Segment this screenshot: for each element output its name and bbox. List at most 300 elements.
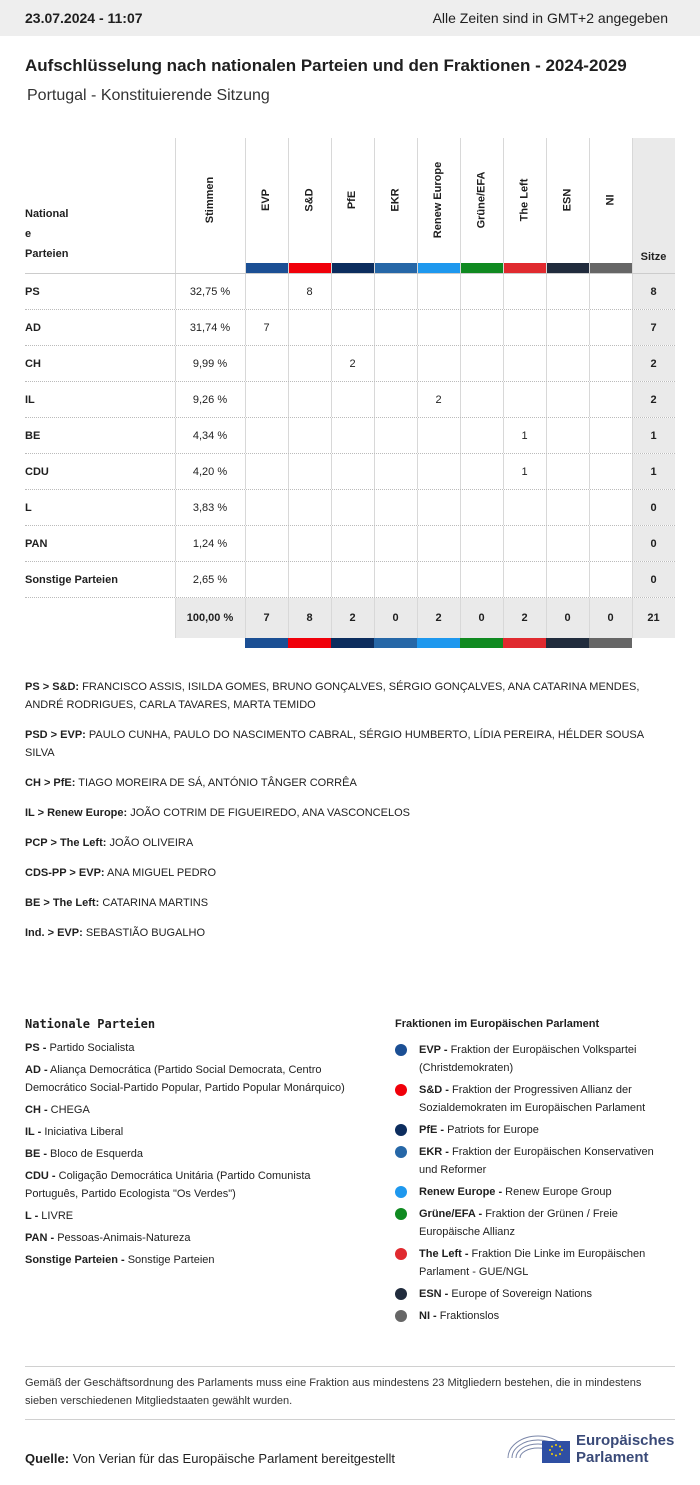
group-color-dot-icon	[395, 1044, 407, 1056]
column-divider	[589, 138, 590, 273]
group-color-bar	[460, 638, 503, 648]
column-divider	[503, 526, 504, 561]
logo-line: Europäisches	[576, 1432, 675, 1449]
member-names: ANA MIGUEL PEDRO	[104, 867, 217, 879]
column-divider	[417, 418, 418, 453]
member-entry	[25, 924, 675, 942]
column-divider	[460, 138, 461, 273]
group-seat-cell	[417, 274, 460, 309]
group-seat-cell	[374, 382, 417, 417]
group-seat-cell	[503, 274, 546, 309]
group-seat-cell	[288, 310, 331, 345]
group-seat-cell	[417, 490, 460, 525]
group-seat-cell	[503, 310, 546, 345]
legend-abbr: The Left -	[419, 1248, 469, 1260]
national-parties-legend	[25, 1015, 365, 1273]
column-divider	[245, 454, 246, 489]
column-divider	[546, 310, 547, 345]
column-divider	[460, 454, 461, 489]
legend-abbr: IL -	[25, 1126, 42, 1138]
group-seat-cell	[245, 490, 288, 525]
group-seat-cell	[245, 382, 288, 417]
group-seat-cell	[589, 490, 632, 525]
header-line: e	[25, 228, 32, 240]
party-name: PS	[25, 285, 40, 298]
legend-item	[395, 1307, 675, 1325]
legend-title: Nationale Parteien	[25, 1017, 156, 1031]
group-seat-cell	[460, 418, 503, 453]
legend-name: Patriots for Europe	[444, 1124, 539, 1136]
group-header-2	[331, 138, 374, 273]
group-seat-cell	[589, 418, 632, 453]
legend-abbr: L -	[25, 1210, 39, 1222]
legend-abbr: Sonstige Parteien -	[25, 1254, 125, 1266]
member-entry	[25, 834, 675, 852]
group-seat-cell	[331, 490, 374, 525]
table-row	[25, 418, 675, 454]
group-header-6	[503, 138, 546, 273]
legend-abbr: CDU -	[25, 1170, 56, 1182]
political-groups-legend	[395, 1015, 675, 1329]
legend-name: Pessoas-Animais-Natureza	[54, 1232, 191, 1244]
column-divider	[175, 562, 176, 597]
group-seat-cell	[546, 562, 589, 597]
member-entry	[25, 804, 675, 822]
group-seat-cell	[546, 526, 589, 561]
group-seat-cell	[503, 346, 546, 381]
group-seat-cell	[288, 490, 331, 525]
column-divider	[374, 418, 375, 453]
column-divider	[460, 274, 461, 309]
group-seat-cell: 1	[521, 465, 528, 478]
votes-label: Stimmen	[204, 176, 216, 224]
column-divider	[288, 526, 289, 561]
group-seat-cell	[417, 346, 460, 381]
member-names: PAULO CUNHA, PAULO DO NASCIMENTO CABRAL, SÉRGIO HUMBERTO, LÍDIA PEREIRA, HÉLDER SOUSA SILVA	[25, 729, 644, 759]
party-group-key: CH > PfE:	[25, 777, 76, 789]
party-name: CDU	[25, 465, 49, 478]
column-divider	[503, 418, 504, 453]
group-seat-cell	[374, 454, 417, 489]
column-divider	[175, 418, 176, 453]
vote-share: 4,34 %	[192, 429, 228, 442]
legend-abbr: Renew Europe -	[419, 1186, 503, 1198]
party-name: IL	[25, 393, 35, 406]
group-color-bar	[546, 263, 589, 273]
legend-abbr: BE -	[25, 1148, 47, 1160]
column-divider	[503, 346, 504, 381]
column-divider	[245, 490, 246, 525]
legend-item	[25, 1061, 365, 1097]
group-color-bar	[589, 263, 632, 273]
column-divider	[546, 418, 547, 453]
party-name: BE	[25, 429, 41, 442]
group-seat-cell	[589, 526, 632, 561]
column-divider	[374, 346, 375, 381]
column-divider	[288, 274, 289, 309]
group-seat-cell	[460, 526, 503, 561]
group-name: PfE	[346, 190, 359, 210]
seats-label: Sitze	[640, 251, 667, 263]
group-name: EVP	[260, 188, 273, 212]
column-divider	[175, 526, 176, 561]
member-names: JOÃO OLIVEIRA	[106, 837, 194, 849]
column-divider	[374, 490, 375, 525]
column-divider	[417, 490, 418, 525]
group-seat-cell	[374, 562, 417, 597]
party-group-key: BE > The Left:	[25, 897, 100, 909]
group-color-dot-icon	[395, 1146, 407, 1158]
column-divider	[288, 454, 289, 489]
group-seat-cell	[245, 526, 288, 561]
group-name: EKR	[389, 188, 402, 212]
legend-item	[395, 1081, 675, 1117]
table-row	[25, 346, 675, 382]
group-seat-cell	[503, 526, 546, 561]
group-seat-cell	[546, 274, 589, 309]
legend-name: Partido Socialista	[46, 1042, 135, 1054]
group-seat-cell: 8	[306, 285, 313, 298]
legend-abbr: Grüne/EFA -	[419, 1208, 483, 1220]
total-group-seats: 0	[546, 598, 589, 638]
group-seat-cell	[589, 274, 632, 309]
group-header-3	[374, 138, 417, 273]
column-divider	[503, 490, 504, 525]
table-row	[25, 382, 675, 418]
group-name: ESN	[561, 188, 574, 212]
rules-note: Gemäß der Geschäftsordnung des Parlaments muss eine Fraktion aus mindestens 23 Mitgliedern bestehen, die in mindestens sieben verschiedenen Mitgliedstaaten gewählt wurden.	[25, 1377, 642, 1407]
member-names: JOÃO COTRIM DE FIGUEIREDO, ANA VASCONCELOS	[127, 807, 410, 819]
column-divider	[175, 138, 176, 273]
column-divider	[288, 490, 289, 525]
seat-count: 7	[632, 310, 675, 345]
party-group-key: PSD > EVP:	[25, 729, 86, 741]
column-divider	[331, 526, 332, 561]
member-entry	[25, 894, 675, 912]
group-header-0	[245, 138, 288, 273]
legend-name: CHEGA	[47, 1104, 90, 1116]
party-group-key: PS > S&D:	[25, 681, 80, 693]
total-group-seats: 2	[331, 598, 374, 638]
group-seat-cell	[331, 562, 374, 597]
group-color-bar	[546, 638, 589, 648]
total-row	[25, 598, 675, 648]
legend-title: Fraktionen im Europäischen Parlament	[395, 1018, 600, 1030]
legend-abbr: NI -	[419, 1310, 437, 1322]
column-divider	[374, 382, 375, 417]
group-seat-cell	[589, 454, 632, 489]
logo-text	[576, 1432, 674, 1466]
group-seat-cell	[503, 490, 546, 525]
column-divider	[632, 382, 633, 417]
column-divider	[589, 562, 590, 597]
column-divider	[374, 274, 375, 309]
column-divider	[503, 310, 504, 345]
group-color-bar	[245, 638, 288, 648]
group-seat-cell	[460, 490, 503, 525]
column-divider	[546, 490, 547, 525]
legend-name: Iniciativa Liberal	[41, 1126, 124, 1138]
group-seat-cell	[417, 562, 460, 597]
legend-abbr: S&D -	[419, 1084, 449, 1096]
group-seat-cell	[460, 274, 503, 309]
table-row	[25, 562, 675, 598]
column-divider	[245, 310, 246, 345]
legend-item	[25, 1145, 365, 1163]
group-seat-cell	[374, 526, 417, 561]
vote-share: 9,99 %	[192, 357, 228, 370]
column-divider	[331, 138, 332, 273]
vote-share: 32,75 %	[189, 285, 231, 298]
group-seat-cell	[417, 310, 460, 345]
party-group-key: IL > Renew Europe:	[25, 807, 128, 819]
seat-count: 0	[632, 526, 675, 561]
legend-name: Fraktion der Progressiven Allianz der Sozialdemokraten im Europäischen Parlament	[419, 1084, 646, 1114]
party-name: AD	[25, 321, 41, 334]
group-seat-cell	[288, 346, 331, 381]
group-seat-cell	[460, 562, 503, 597]
group-seat-cell	[589, 310, 632, 345]
group-seat-cell	[460, 346, 503, 381]
divider	[25, 1366, 675, 1367]
group-color-bar	[503, 263, 546, 273]
vote-share: 9,26 %	[192, 393, 228, 406]
column-divider	[245, 526, 246, 561]
column-divider	[460, 526, 461, 561]
source-label: Quelle:	[25, 1451, 70, 1466]
column-divider	[288, 138, 289, 273]
group-seat-cell	[589, 562, 632, 597]
legend-item	[395, 1143, 675, 1179]
legend-name: Sonstige Parteien	[124, 1254, 215, 1266]
legend-abbr: EVP -	[419, 1044, 448, 1056]
column-divider	[417, 598, 418, 638]
seat-count: 0	[632, 490, 675, 525]
column-divider	[288, 382, 289, 417]
group-seat-cell	[245, 562, 288, 597]
vote-share: 1,24 %	[192, 537, 228, 550]
table-body	[25, 274, 675, 598]
column-divider	[331, 310, 332, 345]
legend-name: Renew Europe Group	[502, 1186, 612, 1198]
legend-abbr: PAN -	[25, 1232, 55, 1244]
group-color-bar	[245, 263, 288, 273]
party-name: L	[25, 501, 32, 514]
column-divider	[417, 310, 418, 345]
column-divider	[374, 454, 375, 489]
seat-count: 2	[632, 346, 675, 381]
column-divider	[175, 274, 176, 309]
party-group-key: Ind. > EVP:	[25, 927, 83, 939]
column-divider	[417, 526, 418, 561]
column-divider	[632, 310, 633, 345]
column-divider	[245, 418, 246, 453]
column-divider	[417, 138, 418, 273]
seat-count: 2	[632, 382, 675, 417]
member-entry	[25, 774, 675, 792]
column-divider	[546, 382, 547, 417]
table-row	[25, 310, 675, 346]
results-table	[25, 138, 675, 648]
group-color-dot-icon	[395, 1208, 407, 1220]
column-divider	[460, 490, 461, 525]
legend-abbr: AD -	[25, 1064, 48, 1076]
group-color-bar	[417, 263, 460, 273]
column-divider	[546, 454, 547, 489]
vote-share: 2,65 %	[192, 573, 228, 586]
column-divider	[460, 598, 461, 638]
member-entry	[25, 726, 675, 762]
column-divider	[331, 382, 332, 417]
column-divider	[503, 138, 504, 273]
column-divider	[175, 598, 176, 638]
column-divider	[503, 274, 504, 309]
group-seat-cell	[288, 562, 331, 597]
column-divider	[632, 346, 633, 381]
ep-logo[interactable]	[506, 1428, 676, 1468]
column-divider	[245, 598, 246, 638]
column-divider	[331, 454, 332, 489]
column-divider	[589, 274, 590, 309]
column-divider	[417, 346, 418, 381]
party-group-key: CDS-PP > EVP:	[25, 867, 105, 879]
group-seat-cell	[331, 418, 374, 453]
column-divider	[503, 562, 504, 597]
group-seat-cell: 2	[435, 393, 442, 406]
column-divider	[417, 382, 418, 417]
total-group-seats: 0	[589, 598, 632, 638]
column-divider	[460, 562, 461, 597]
legend-name: Fraktion Die Linke im Europäischen Parlament - GUE/NGL	[419, 1248, 646, 1278]
group-name: The Left	[518, 178, 531, 222]
column-divider	[331, 490, 332, 525]
page-title: Aufschlüsselung nach nationalen Parteien und den Fraktionen - 2024-2029	[25, 56, 627, 75]
total-seats: 21	[632, 598, 675, 638]
group-header-1	[288, 138, 331, 273]
legend-abbr: CH -	[25, 1104, 48, 1116]
column-divider	[331, 346, 332, 381]
group-seat-cell	[546, 382, 589, 417]
column-divider	[589, 310, 590, 345]
group-color-bar	[417, 638, 460, 648]
group-seat-cell: 1	[521, 429, 528, 442]
column-divider	[374, 138, 375, 273]
header-line: Parteien	[25, 248, 69, 260]
group-color-bar	[589, 638, 632, 648]
group-color-bar	[331, 638, 374, 648]
column-divider	[589, 382, 590, 417]
group-seat-cell	[288, 382, 331, 417]
column-divider	[288, 418, 289, 453]
group-seat-cell	[245, 418, 288, 453]
legend-item	[25, 1101, 365, 1119]
parliament-hemicycle-icon	[506, 1428, 572, 1468]
party-name: CH	[25, 357, 41, 370]
column-divider	[175, 346, 176, 381]
column-divider	[632, 274, 633, 309]
column-divider	[175, 454, 176, 489]
legend-name: Aliança Democrática (Partido Social Democrata, Centro Democrático Social-Partido Popular, Partido Popular Monárquico)	[25, 1064, 345, 1094]
column-divider	[245, 274, 246, 309]
group-header-8	[589, 138, 632, 273]
group-seat-cell	[546, 310, 589, 345]
group-seat-cell	[589, 346, 632, 381]
timezone-note: Alle Zeiten sind in GMT+2 angegeben	[432, 10, 668, 26]
column-divider	[632, 418, 633, 453]
group-seat-cell	[374, 274, 417, 309]
total-group-seats: 2	[503, 598, 546, 638]
group-seat-cell	[288, 418, 331, 453]
total-group-seats: 0	[460, 598, 503, 638]
group-seat-cell	[546, 418, 589, 453]
column-divider	[331, 274, 332, 309]
member-names: FRANCISCO ASSIS, ISILDA GOMES, BRUNO GONÇALVES, SÉRGIO GONÇALVES, ANA CATARINA MENDES, ANDRÉ RODRIGUES, CARLA TAVARES, MARTA TEMIDO	[25, 681, 640, 711]
seats-header	[632, 138, 675, 273]
group-seat-cell	[245, 346, 288, 381]
column-divider	[546, 346, 547, 381]
group-color-bar	[331, 263, 374, 273]
group-color-bar	[460, 263, 503, 273]
column-divider	[417, 454, 418, 489]
group-color-dot-icon	[395, 1124, 407, 1136]
column-divider	[546, 138, 547, 273]
column-divider	[589, 598, 590, 638]
group-color-dot-icon	[395, 1248, 407, 1260]
group-seat-cell	[288, 526, 331, 561]
vote-share: 31,74 %	[189, 321, 231, 334]
seat-count: 0	[632, 562, 675, 597]
legend-item	[25, 1167, 365, 1203]
column-divider	[589, 526, 590, 561]
vote-share: 4,20 %	[192, 465, 228, 478]
group-seat-cell	[546, 346, 589, 381]
group-color-bar	[503, 638, 546, 648]
column-divider	[417, 274, 418, 309]
member-names: CATARINA MARTINS	[99, 897, 209, 909]
party-name: PAN	[25, 537, 48, 550]
column-divider	[632, 490, 633, 525]
page-subtitle: Portugal - Konstituierende Sitzung	[27, 87, 270, 104]
legend-item	[25, 1251, 365, 1269]
group-color-bar	[374, 638, 417, 648]
column-divider	[589, 490, 590, 525]
column-divider	[460, 310, 461, 345]
group-color-dot-icon	[395, 1084, 407, 1096]
legend-name: Fraktion der Grünen / Freie Europäische Allianz	[419, 1208, 618, 1238]
total-group-seats: 7	[245, 598, 288, 638]
member-entry	[25, 864, 675, 882]
group-name: S&D	[303, 188, 316, 212]
legend-item	[395, 1205, 675, 1241]
seat-count: 1	[632, 454, 675, 489]
legend-item	[395, 1285, 675, 1303]
group-seat-cell	[417, 418, 460, 453]
party-name: Sonstige Parteien	[25, 573, 118, 586]
column-divider	[374, 526, 375, 561]
group-header-5	[460, 138, 503, 273]
column-divider	[546, 526, 547, 561]
group-seat-cell	[331, 310, 374, 345]
column-divider	[288, 562, 289, 597]
seat-count: 1	[632, 418, 675, 453]
group-seat-cell	[460, 310, 503, 345]
column-divider	[589, 418, 590, 453]
column-divider	[175, 490, 176, 525]
group-seat-cell	[288, 454, 331, 489]
group-seat-cell	[503, 562, 546, 597]
group-seat-cell	[331, 526, 374, 561]
legend-item	[395, 1041, 675, 1077]
